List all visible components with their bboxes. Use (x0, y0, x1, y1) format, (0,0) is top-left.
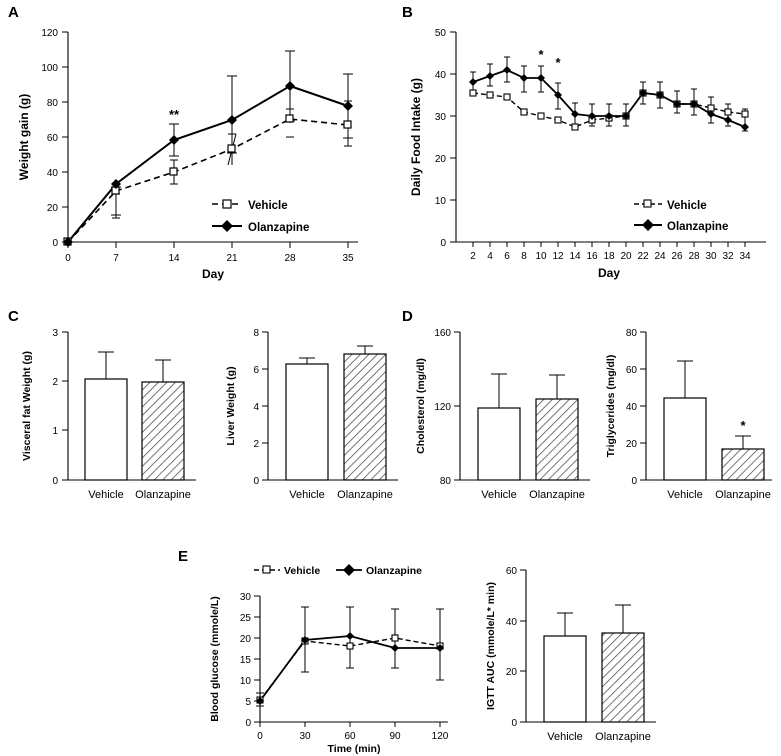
significance-marker-b-2: * (555, 55, 561, 70)
svg-text:20: 20 (46, 203, 58, 214)
chart-panel-e1 (196, 556, 466, 755)
svg-text:14: 14 (569, 251, 581, 262)
bar-d2-vehicle (664, 398, 706, 480)
svg-text:14: 14 (168, 253, 180, 264)
svg-text:120: 120 (41, 28, 58, 39)
bar-e2-olanzapine (602, 633, 644, 722)
svg-text:30: 30 (299, 731, 311, 742)
svg-text:Olanzapine: Olanzapine (248, 222, 310, 234)
chart-e1-svg (196, 556, 466, 755)
svg-text:40: 40 (434, 70, 446, 81)
svg-text:0: 0 (257, 731, 263, 742)
chart-c1-svg (10, 318, 210, 508)
svg-text:Vehicle: Vehicle (248, 200, 288, 212)
significance-marker-a: ** (168, 107, 180, 122)
svg-text:40: 40 (505, 617, 517, 628)
chart-panel-d2 (600, 318, 780, 508)
error-bars-e1 (256, 607, 444, 706)
svg-text:4: 4 (253, 402, 259, 413)
svg-text:34: 34 (739, 251, 751, 262)
svg-text:3: 3 (52, 328, 58, 339)
x-axis-e1 (257, 722, 449, 742)
y-axis-c1 (52, 328, 68, 487)
category-c1-olanzapine: Olanzapine (135, 489, 191, 501)
chart-panel-c1 (10, 318, 210, 508)
svg-text:26: 26 (671, 251, 683, 262)
svg-text:90: 90 (389, 731, 401, 742)
svg-text:80: 80 (439, 476, 451, 487)
svg-text:10: 10 (239, 676, 251, 687)
panel-label-d: D (402, 308, 413, 325)
svg-text:40: 40 (46, 168, 58, 179)
error-bars-a-olanzapine (111, 51, 353, 215)
svg-text:6: 6 (504, 251, 510, 262)
category-d1-olanzapine: Olanzapine (529, 489, 585, 501)
y-axis-b (435, 28, 456, 249)
svg-text:30: 30 (434, 112, 446, 123)
svg-text:22: 22 (637, 251, 649, 262)
svg-text:10: 10 (535, 251, 547, 262)
svg-text:16: 16 (586, 251, 598, 262)
chart-b-svg (404, 14, 778, 279)
svg-text:28: 28 (284, 253, 296, 264)
svg-text:0: 0 (631, 476, 637, 487)
x-axis-title-b: Day (597, 266, 621, 280)
svg-text:2: 2 (470, 251, 476, 262)
svg-text:20: 20 (239, 634, 251, 645)
chart-e2-svg (478, 556, 678, 752)
category-d2-vehicle: Vehicle (667, 489, 703, 501)
bar-c1-olanzapine (142, 382, 184, 480)
y-axis-title-a: Weight gain (g) (17, 93, 31, 181)
category-c1-vehicle: Vehicle (88, 489, 124, 501)
svg-text:25: 25 (239, 613, 251, 624)
chart-panel-e2 (478, 556, 678, 752)
markers-e1-vehicle (257, 635, 443, 703)
svg-text:40: 40 (625, 402, 637, 413)
panel-label-a: A (8, 4, 19, 21)
svg-text:30: 30 (705, 251, 717, 262)
svg-text:120: 120 (434, 402, 451, 413)
svg-text:Vehicle: Vehicle (284, 565, 321, 577)
y-axis-c2 (253, 328, 268, 487)
y-axis-title-c1: Visceral fat Weight (g) (21, 351, 33, 461)
svg-text:24: 24 (654, 251, 666, 262)
y-axis-e1 (240, 592, 260, 729)
bar-d1-olanzapine (536, 399, 578, 480)
svg-text:1: 1 (52, 426, 58, 437)
svg-text:18: 18 (603, 251, 615, 262)
svg-text:20: 20 (625, 439, 637, 450)
error-bars-e2 (557, 605, 631, 636)
svg-text:80: 80 (46, 98, 58, 109)
legend-e1 (254, 564, 422, 577)
y-axis-d2 (626, 328, 646, 487)
svg-text:20: 20 (505, 667, 517, 678)
svg-text:100: 100 (41, 63, 58, 74)
panel-label-c: C (8, 308, 19, 325)
svg-text:60: 60 (625, 365, 637, 376)
y-axis-d1 (434, 328, 460, 487)
category-c2-vehicle: Vehicle (289, 489, 325, 501)
bar-c2-olanzapine (344, 354, 386, 480)
svg-text:6: 6 (253, 365, 259, 376)
x-axis-b (470, 242, 751, 262)
error-bars-c1 (98, 352, 171, 382)
chart-panel-d1 (404, 318, 604, 508)
panel-label-e: E (178, 548, 189, 565)
panel-label-b: B (402, 4, 413, 21)
chart-panel-c2 (218, 318, 418, 508)
x-axis-title-a: Day (201, 267, 225, 281)
svg-text:0: 0 (245, 718, 251, 729)
svg-text:21: 21 (226, 253, 238, 264)
bar-d2-olanzapine (722, 449, 764, 480)
x-axis-title-e1: Time (min) (327, 743, 381, 755)
chart-d2-svg (600, 318, 780, 508)
svg-text:60: 60 (505, 566, 517, 577)
y-axis-title-e2: IGTT AUC (mmole/L* min) (485, 582, 497, 710)
chart-panel-b (404, 14, 778, 279)
svg-text:28: 28 (688, 251, 700, 262)
svg-text:0: 0 (65, 253, 71, 264)
svg-text:50: 50 (434, 28, 446, 39)
svg-text:20: 20 (434, 154, 446, 165)
svg-text:Olanzapine: Olanzapine (366, 565, 423, 577)
svg-text:0: 0 (52, 238, 58, 249)
svg-text:0: 0 (52, 476, 58, 487)
svg-text:4: 4 (487, 251, 493, 262)
category-e2-vehicle: Vehicle (547, 731, 583, 743)
svg-text:30: 30 (239, 592, 251, 603)
svg-text:10: 10 (434, 196, 446, 207)
svg-text:2: 2 (253, 439, 259, 450)
category-d1-vehicle: Vehicle (481, 489, 517, 501)
svg-text:Vehicle: Vehicle (667, 200, 707, 212)
y-axis-a (41, 28, 68, 249)
svg-text:160: 160 (434, 328, 451, 339)
significance-marker-b-1: * (538, 47, 544, 62)
bar-d1-vehicle (478, 408, 520, 480)
bar-e2-vehicle (544, 636, 586, 722)
y-axis-title-c2: Liver Weight (g) (225, 366, 237, 446)
markers-a-olanzapine (63, 81, 353, 247)
chart-d1-svg (404, 318, 604, 508)
svg-text:80: 80 (625, 328, 637, 339)
chart-c2-svg (218, 318, 418, 508)
svg-text:2: 2 (52, 377, 58, 388)
svg-text:120: 120 (431, 731, 449, 742)
legend-b (634, 200, 728, 233)
svg-text:20: 20 (620, 251, 632, 262)
chart-a-svg (10, 14, 380, 279)
legend-a (212, 200, 309, 234)
y-axis-e2 (506, 566, 526, 729)
svg-text:5: 5 (245, 697, 251, 708)
svg-text:7: 7 (113, 253, 119, 264)
svg-text:0: 0 (440, 238, 446, 249)
y-axis-title-b: Daily Food Intake (g) (409, 77, 423, 197)
significance-marker-d2: * (740, 418, 746, 433)
bar-c1-vehicle (85, 379, 127, 480)
y-axis-title-d2: Triglycerides (mg/dl) (605, 354, 617, 458)
svg-text:60: 60 (344, 731, 356, 742)
svg-text:60: 60 (46, 133, 58, 144)
series-a-olanzapine (68, 86, 348, 242)
svg-text:0: 0 (511, 718, 517, 729)
category-e2-olanzapine: Olanzapine (595, 731, 651, 743)
category-d2-olanzapine: Olanzapine (715, 489, 771, 501)
bar-c2-vehicle (286, 364, 328, 480)
category-c2-olanzapine: Olanzapine (337, 489, 393, 501)
svg-text:8: 8 (253, 328, 259, 339)
svg-text:12: 12 (552, 251, 564, 262)
svg-text:35: 35 (342, 253, 354, 264)
svg-text:Olanzapine: Olanzapine (667, 221, 729, 233)
svg-text:0: 0 (253, 476, 259, 487)
svg-text:8: 8 (521, 251, 527, 262)
x-axis-a (65, 242, 354, 264)
svg-text:32: 32 (722, 251, 734, 262)
y-axis-title-e1: Blood glucose (mmole/L) (209, 596, 221, 722)
y-axis-title-d1: Cholesterol (mg/dl) (415, 358, 427, 454)
chart-panel-a (10, 14, 380, 279)
svg-text:15: 15 (239, 655, 251, 666)
